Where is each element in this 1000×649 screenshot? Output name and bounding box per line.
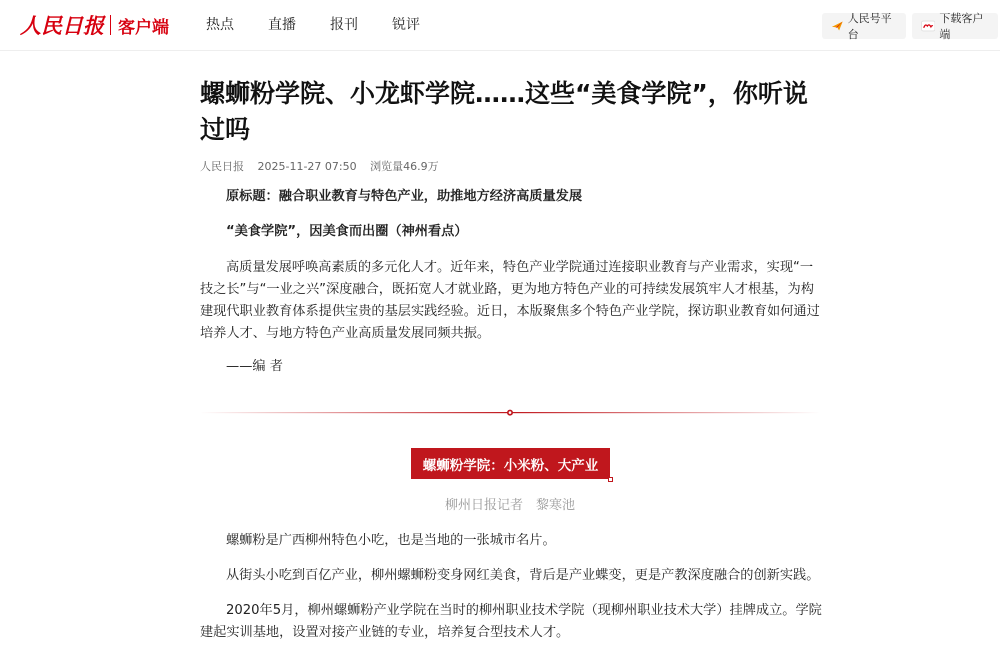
reporter-byline: 柳州日报记者 黎寒池 (444, 498, 575, 513)
platform-button[interactable] (822, 13, 906, 39)
original-title: 原标题：融合职业教育与特色产业，助推地方经济高质量发展 (226, 189, 583, 204)
app-logo-icon (921, 20, 935, 32)
logo-main-text: 人民日报 (20, 13, 104, 38)
body-paragraph: 2020年5月，柳州螺蛳粉产业学院在当时的柳州职业技术学院（现柳州职业技术大学）挂牌成立。学院建起实训基地，设置对接产业链的专业，培养复合型技术人才。 (200, 603, 822, 640)
download-button-label: 下载客户端 (939, 12, 984, 41)
section-divider (200, 412, 820, 414)
article-meta (200, 158, 449, 174)
logo[interactable] (20, 10, 169, 40)
paper-plane-icon (831, 20, 844, 32)
article-source: 人民日报 (200, 160, 244, 173)
article-views: 浏览量46.9万 (370, 160, 439, 173)
editor-note: ——编 者 (226, 359, 283, 374)
main-nav (206, 14, 454, 36)
nav-item-commentary[interactable]: 锐评 (392, 17, 420, 33)
nav-item-newspaper[interactable]: 报刊 (330, 17, 358, 33)
logo-separator (110, 15, 111, 35)
article-subtitle: “美食学院”，因美食而出圈（神州看点） (226, 224, 468, 239)
top-navbar (0, 0, 1000, 51)
body-paragraph: 从街头小吃到百亿产业，柳州螺蛳粉变身网红美食，背后是产业蝶变，更是产教深度融合的创新实践。 (226, 568, 820, 583)
intro-paragraph: 高质量发展呼唤高素质的多元化人才。近年来，特色产业学院通过连接职业教育与产业需求，实现“一技之长”与“一业之兴”深度融合，既拓宽人才就业路，更为地方特色产业的可持续发展筑牢人才根基，为构建现代职业教育体系提供宝贵的基层实践经验。近日，本版聚焦多个特色产业学院，探访职业教育如何通过培养人才、与地方特色产业高质量发展同频共振。 (200, 260, 820, 341)
section-heading-text: 螺蛳粉学院：小米粉、大产业 (422, 457, 599, 474)
download-app-button[interactable] (912, 13, 998, 39)
section-heading-banner (411, 448, 610, 479)
nav-item-live[interactable]: 直播 (268, 17, 296, 33)
nav-item-hot[interactable]: 热点 (206, 17, 234, 33)
banner-corner-decoration (608, 477, 613, 482)
logo-sub-text: 客户端 (118, 17, 169, 38)
article-title: 螺蛳粉学院、小龙虾学院……这些“美食学院”，你听说过吗 (200, 79, 808, 144)
article-datetime: 2025-11-27 07:50 (257, 160, 357, 173)
body-paragraph: 螺蛳粉是广西柳州特色小吃，也是当地的一张城市名片。 (226, 533, 556, 548)
platform-button-label: 人民号平台 (847, 12, 892, 41)
